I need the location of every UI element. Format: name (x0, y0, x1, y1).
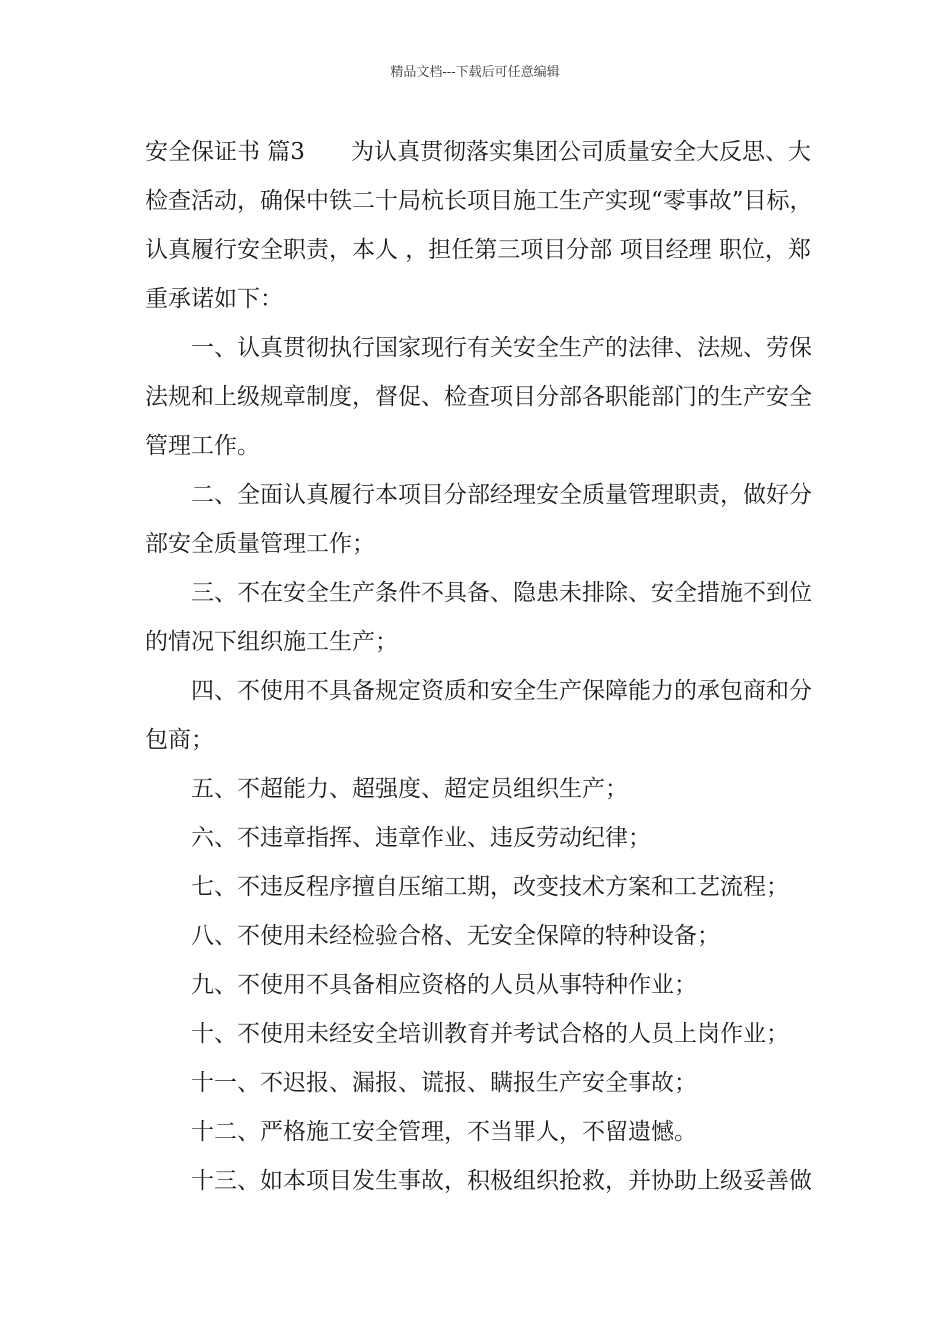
clause-4 (145, 667, 813, 765)
clause-2 (145, 471, 813, 569)
clause-8 (145, 912, 813, 961)
clause-line: 五、不超能力、超强度、超定员组织生产； (191, 776, 628, 802)
clause-line: 部安全质量管理工作； (145, 531, 375, 557)
clause-line: 三、不在安全生产条件不具备、隐患未排除、安全措施不到位 (191, 580, 812, 606)
clause-line: 包商； (145, 727, 214, 753)
intro-line: 重承诺如下： (145, 286, 283, 312)
clause-6 (145, 814, 813, 863)
clause-7 (145, 863, 813, 912)
clause-1 (145, 324, 813, 471)
clause-line: 十一、不迟报、漏报、谎报、瞒报生产安全事故； (191, 1070, 697, 1096)
clause-line: 法规和上级规章制度，督促、检查项目分部各职能部门的生产安全 (145, 384, 812, 410)
intro-paragraph (145, 128, 813, 324)
clause-line: 八、不使用未经检验合格、无安全保障的特种设备； (191, 923, 720, 949)
clause-9 (145, 961, 813, 1010)
intro-line: 检查活动，确保中铁二十局杭长项目施工生产实现“零事故”目标， (145, 188, 813, 214)
page-header: 精品文档---下载后可任意编辑 (390, 65, 560, 80)
clause-line: 一、认真贯彻执行国家现行有关安全生产的法律、法规、劳保 (191, 335, 812, 361)
clause-5 (145, 765, 813, 814)
intro-line: 为认真贯彻落实集团公司质量安全大反思、大 (350, 139, 811, 165)
intro-line: 认真履行安全职责，本人 ，担任第三项目分部 项目经理 职位，郑 (145, 237, 811, 263)
clause-line: 七、不违反程序擅自压缩工期，改变技术方案和工艺流程； (191, 874, 789, 900)
clause-line: 的情况下组织施工生产； (145, 629, 398, 655)
clause-line: 四、不使用不具备规定资质和安全生产保障能力的承包商和分 (191, 678, 812, 704)
clause-10 (145, 1010, 813, 1059)
clause-line: 十二、严格施工安全管理，不当罪人，不留遗憾。 (191, 1119, 697, 1145)
clause-line: 十、不使用未经安全培训教育并考试合格的人员上岗作业； (191, 1021, 789, 1047)
clause-line: 管理工作。 (145, 433, 260, 459)
clause-11 (145, 1059, 813, 1108)
clause-line: 九、不使用不具备相应资格的人员从事特种作业； (191, 972, 697, 998)
clause-line: 十三、如本项目发生事故，积极组织抢救，并协助上级妥善做 (191, 1168, 812, 1194)
clause-12 (145, 1108, 813, 1157)
document-body (145, 128, 813, 1206)
intro-first-line (145, 128, 813, 177)
clause-line: 六、不违章指挥、违章作业、违反劳动纪律； (191, 825, 651, 851)
clause-13 (145, 1157, 813, 1206)
document-title: 安全保证书 篇3 (145, 139, 305, 165)
clause-line: 二、全面认真履行本项目分部经理安全质量管理职责，做好分 (191, 482, 812, 508)
clause-3 (145, 569, 813, 667)
